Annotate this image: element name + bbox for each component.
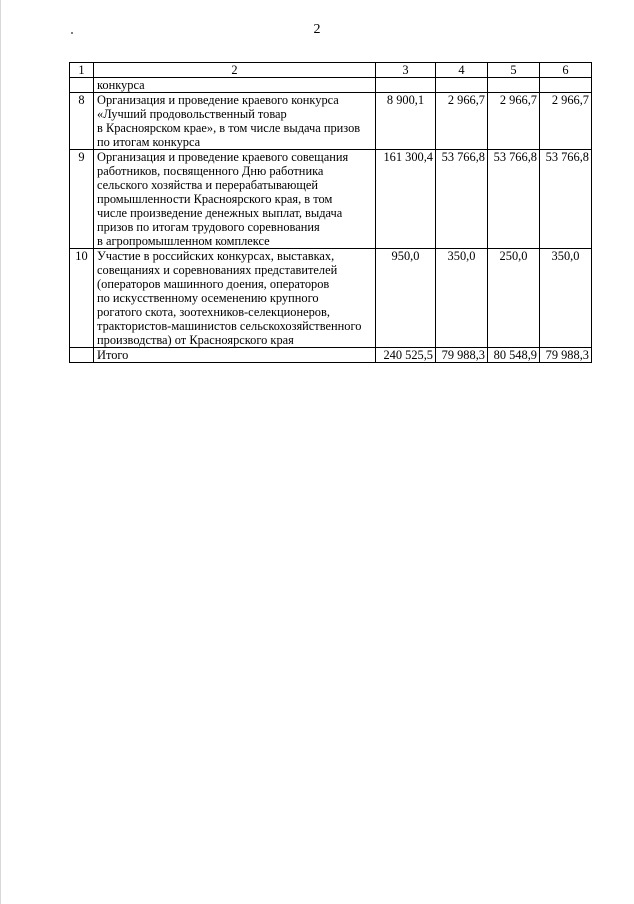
- table-row: [70, 249, 592, 348]
- description-line: числе произведение денежных выплат, выдача: [97, 206, 343, 220]
- budget-table: [69, 62, 592, 363]
- column-number: 6: [540, 63, 592, 78]
- description-line: в Красноярском крае», в том числе выдача призов: [97, 121, 361, 135]
- value-col-5: [488, 78, 540, 93]
- scan-edge: [0, 0, 1, 904]
- row-number: 8: [70, 93, 94, 150]
- total-col-3: 240 525,5: [376, 348, 436, 363]
- column-number: 2: [94, 63, 376, 78]
- description-line: промышленности Красноярского края, в том: [97, 192, 333, 206]
- value-col-5: 250,0: [488, 249, 540, 348]
- description-line: конкурса: [97, 78, 145, 92]
- value-col-5: 2 966,7: [488, 93, 540, 150]
- value-col-4: 2 966,7: [436, 93, 488, 150]
- description-line: Участие в российских конкурсах, выставках,: [97, 249, 335, 263]
- description-line: совещаниях и соревнованиях представителей: [97, 263, 338, 277]
- table-row: [70, 150, 592, 249]
- description-line: Итого: [97, 348, 129, 362]
- description-line: по искусственному осеменению крупного: [97, 291, 319, 305]
- description-line: Организация и проведение краевого конкурса: [97, 93, 339, 107]
- description-line: по итогам конкурса: [97, 135, 201, 149]
- value-col-3: 8 900,1: [376, 93, 436, 150]
- description-line: Организация и проведение краевого совещания: [97, 150, 349, 164]
- description-line: (операторов машинного доения, операторов: [97, 277, 330, 291]
- column-number-row: [70, 63, 592, 78]
- description-line: рогатого скота, зоотехников-селекционеров,: [97, 305, 330, 319]
- column-number: 3: [376, 63, 436, 78]
- table-row: [70, 78, 592, 93]
- description-line: производства) от Красноярского края: [97, 333, 294, 347]
- description-line: сельского хозяйства и перерабатывающей: [97, 178, 319, 192]
- scan-speck: [71, 32, 73, 34]
- row-number: 9: [70, 150, 94, 249]
- table-row: [70, 93, 592, 150]
- total-col-5: 80 548,9: [488, 348, 540, 363]
- row-description: [94, 93, 376, 150]
- row-description: [94, 78, 376, 93]
- description-line: в агропромышленном комплексе: [97, 234, 270, 248]
- row-description: [94, 150, 376, 249]
- column-number: 1: [70, 63, 94, 78]
- total-row: [70, 348, 592, 363]
- value-col-3: 950,0: [376, 249, 436, 348]
- value-col-4: 53 766,8: [436, 150, 488, 249]
- value-col-6: 53 766,8: [540, 150, 592, 249]
- value-col-6: [540, 78, 592, 93]
- value-col-4: [436, 78, 488, 93]
- value-col-6: 350,0: [540, 249, 592, 348]
- description-line: работников, посвященного Дню работника: [97, 164, 324, 178]
- value-col-4: 350,0: [436, 249, 488, 348]
- row-number: [70, 78, 94, 93]
- total-label: [94, 348, 376, 363]
- column-number: 4: [436, 63, 488, 78]
- row-number: 10: [70, 249, 94, 348]
- description-line: «Лучший продовольственный товар: [97, 107, 287, 121]
- row-description: [94, 249, 376, 348]
- page-number: 2: [313, 22, 321, 37]
- total-col-4: 79 988,3: [436, 348, 488, 363]
- total-col-6: 79 988,3: [540, 348, 592, 363]
- value-col-3: [376, 78, 436, 93]
- value-col-3: 161 300,4: [376, 150, 436, 249]
- description-line: трактористов-машинистов сельскохозяйственного: [97, 319, 362, 333]
- value-col-5: 53 766,8: [488, 150, 540, 249]
- value-col-6: 2 966,7: [540, 93, 592, 150]
- column-number: 5: [488, 63, 540, 78]
- row-number: [70, 348, 94, 363]
- description-line: призов по итогам трудового соревнования: [97, 220, 320, 234]
